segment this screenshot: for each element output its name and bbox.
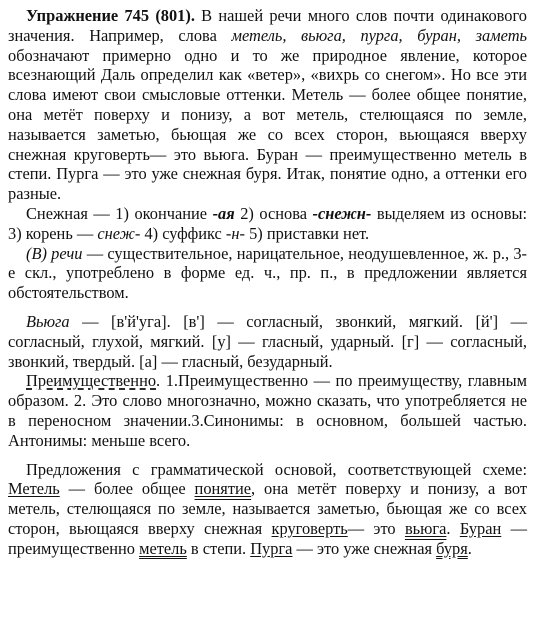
syntax-analysis [8,460,527,559]
exercise-text-part: обозначают примерно одно и то же природное явление, которое всезнающий Даль определил как «ветер», «вихрь со снегом». Но все эти слова имеют свои смысловые оттенки. Метель — более общее понятие, она метёт поверху и понизу, а вот метель, стелющаяся по земле, называется заметью, бьющая же со всех сторон, вьющаяся вверху снежная круговерть— это вьюга. Буран — преимущественно метель в степи. Пурга — это уже снежная буря. Итак, понятие одно, а оттенки его разные. [8,45,527,204]
phonetic-text: — [в'й'уга]. [в'] — согласный, звонкий, мягкий. [й'] — согласный, глухой, мягкий. [у] — гласный, ударный. [г] — согласный, звонкий, твердый. [а] — гласный, безударный. [8,311,527,371]
exercise-heading: Упражнение 745 (801). [26,6,195,25]
morpheme-text: 5) приставки нет. [244,223,370,243]
lexical-analysis [8,371,527,450]
phonetic-analysis [8,312,527,371]
syntax-text: , она метёт поверху и понизу, а вот метель, стелющаяся по земле, называется заметью, бьющая же со всех сторон, вьющаяся вверху снежная [8,479,527,538]
exercise-text-part: В нашей речи много слов почти одинакового значения. Например, слова [8,6,527,45]
exercise-text [8,6,527,204]
morpheme-text: выделяем из основы: 3) корень — [8,203,528,243]
morphology-text: — существительное, нарицательное, неодушевленное, ж. р., 3-е скл., употреблено в форме ед. ч., пр. п., в предложении является обстоятельством. [8,243,527,303]
lexical-word: Преимущественно [26,371,157,391]
syntax-subject: Буран [459,518,502,538]
syntax-subject: Метель [8,479,60,499]
morpheme-text: Снежная — 1) окончание [26,203,213,223]
syntax-predicate: понятие [194,479,252,499]
morpheme-text: 4) суффикс [140,223,226,243]
lexical-text: . 1.Преимущественно — по преимуществу, главным образом. 2. Это слово многозначно, можно сказать, что употребляется не в переносном значении.3.Синонимы: в основном, большей частью. Антонимы: меньше всего. [8,371,527,450]
morpheme-ending: -ая [212,203,235,223]
syntax-predicate: буря [436,538,468,558]
syntax-text: Предложения с грамматической основой, соответствующей схеме: [26,459,527,479]
morpheme-root: снеж- [97,223,141,243]
morpheme-suffix: -н- [225,223,245,243]
syntax-text: — это [347,518,405,538]
syntax-text: . [446,518,460,538]
morpheme-text: 2) основа [234,203,313,223]
syntax-subject: круговерть [271,518,348,538]
syntax-predicate: вьюга [404,518,447,538]
syntax-predicate: метель [139,538,187,558]
phonetic-word: Вьюга [26,311,70,331]
syntax-subject: Пурга [250,538,293,558]
syntax-text: . [467,538,472,558]
morpheme-stem: -снежн- [312,203,372,223]
syntax-text: — преимущественно [8,518,527,558]
morpheme-analysis [8,204,527,244]
syntax-text: — более общее [59,479,195,499]
exercise-words: метель, вьюга, пурга, буран, заметь [231,25,527,45]
morphology-phrase: (В) речи [26,243,83,263]
syntax-text: в степи. [186,538,251,558]
syntax-text: — это уже снежная [292,538,437,558]
morphology-analysis [8,244,527,303]
